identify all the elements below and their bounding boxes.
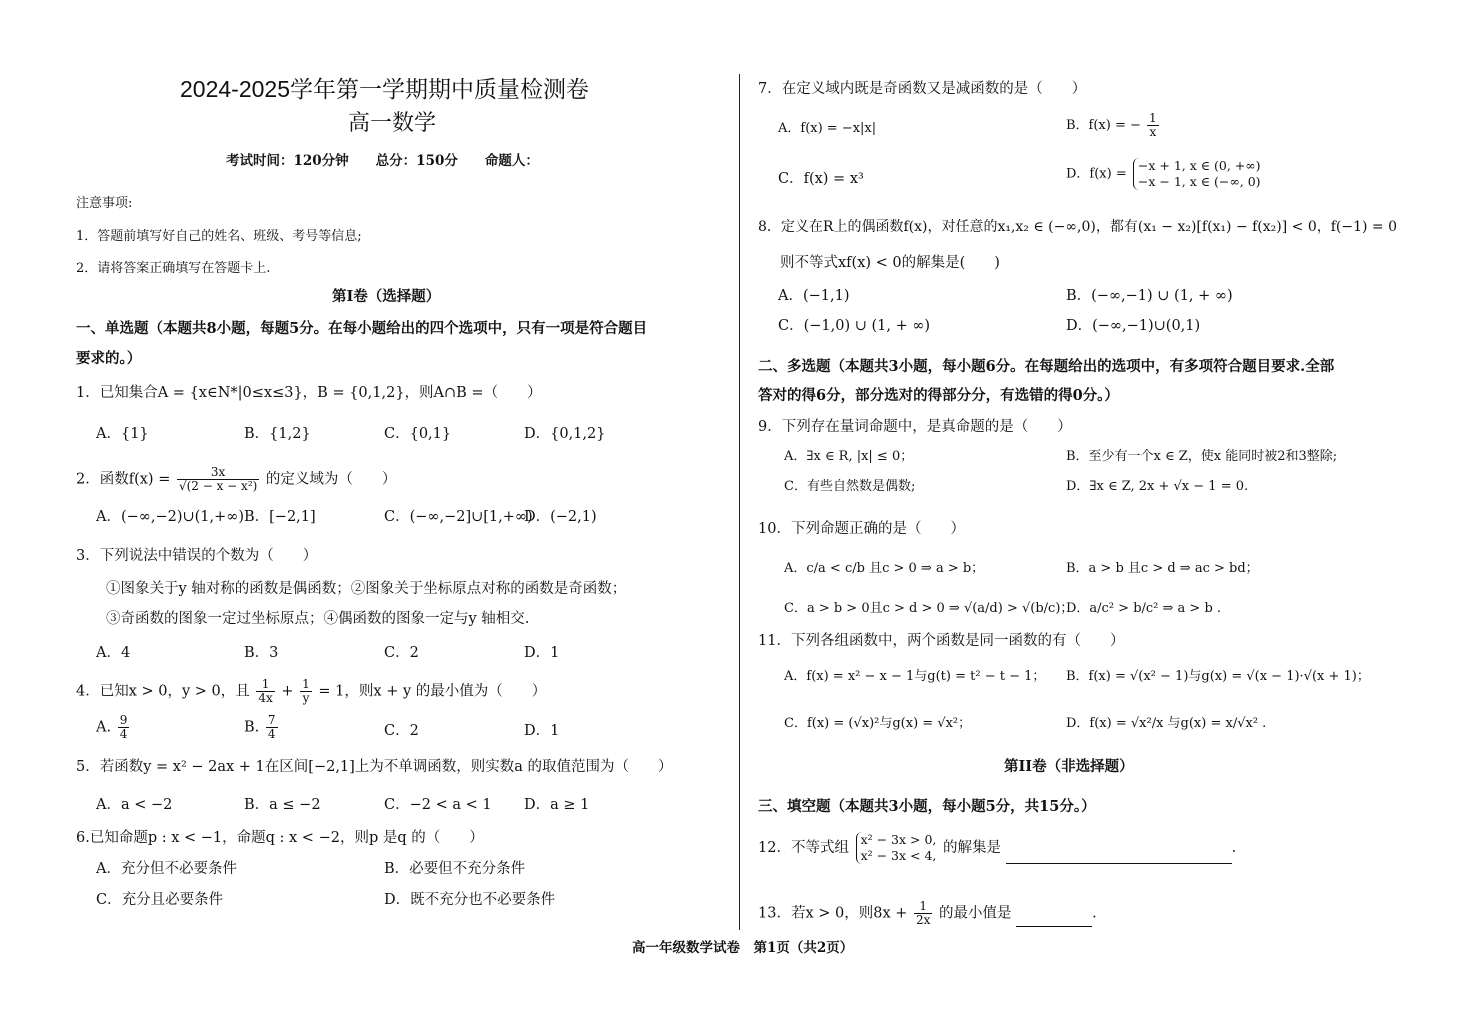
q4-stem	[76, 678, 546, 705]
section1-heading-cont: 要求的。）	[76, 350, 142, 367]
q1-stem: 1．已知集合A = {x∈N*|0≤x≤3}，B = {0,1,2}，则A∩B =（ ）	[76, 385, 542, 401]
q1-option-c: C．{0,1}	[384, 426, 452, 442]
q4-b-den: 4	[267, 727, 276, 741]
q2-stem	[76, 466, 396, 493]
q8-stem-cont: 则不等式xf(x) < 0的解集是( )	[780, 255, 1000, 271]
exam-subject: 高一数学	[348, 110, 437, 135]
q3-option-d: D．1	[524, 645, 560, 661]
q10-option-a: A．c/a < c/b 且c > 0 ⇒ a > b；	[784, 561, 985, 576]
q10-option-d: D．a/c² > b/c² ⇒ a > b .	[1066, 601, 1222, 616]
q13-fraction	[914, 900, 932, 927]
q13-pre: 13．若x > 0，则8x +	[758, 905, 908, 922]
q4-frac1-den: 4x	[258, 691, 273, 705]
part1-title: 第I卷（选择题）	[332, 288, 441, 305]
q4-b-num: 7	[267, 713, 276, 727]
note-item: 1．答题前填写好自己的姓名、班级、考号等信息;	[76, 229, 362, 244]
q4-option-b-fraction	[266, 714, 278, 741]
q1-option-b: B．{1,2}	[244, 426, 311, 442]
q10-option-c: C．a > b > 0且c > d > 0 ⇒ √(a/d) > √(b/c)；	[784, 601, 1074, 616]
q6-option-d: D．既不充分也不必要条件	[384, 892, 556, 908]
q4-fraction-2	[300, 678, 312, 705]
q12-end: .	[1231, 840, 1237, 856]
q1-option-d: D．{0,1,2}	[524, 426, 606, 442]
q5-option-c: C．−2 < a < 1	[384, 797, 492, 813]
q8-option-c: C．(−1,0) ∪ (1, + ∞)	[778, 318, 931, 334]
notes-heading: 注意事项:	[76, 196, 133, 211]
q3-stem: 3．下列说法中错误的个数为（ ）	[76, 548, 318, 564]
q7-option-d-pre: D．f(x) =	[1066, 166, 1127, 182]
q7-option-d	[1066, 158, 1263, 190]
section1-heading: 一、单选题（本题共8小题，每题5分。在每小题给出的四个选项中，只有一项是符合题目	[76, 320, 648, 337]
q7-b-num: 1	[1149, 111, 1157, 125]
q2-numerator: 3x	[177, 466, 259, 480]
q2-option-b: B．[−2,1]	[244, 509, 316, 525]
q7-stem: 7．在定义域内既是奇函数又是减函数的是（ ）	[758, 81, 1087, 97]
q8-option-a: A．(−1,1)	[778, 288, 850, 304]
q7-option-d-piecewise	[1133, 158, 1261, 190]
q2-option-d: D．(−2,1)	[524, 509, 597, 525]
q4-option-c: C．2	[384, 723, 419, 739]
q7-option-a: A．f(x) = −x|x|	[778, 121, 877, 136]
q7-d-case-1: −x + 1, x ∈ (0, +∞)	[1137, 158, 1261, 173]
q5-option-b: B．a ≤ −2	[244, 797, 321, 813]
q6-stem: 6.已知命题p : x < −1，命题q : x < −2，则p 是q 的（ ）	[76, 830, 484, 846]
q4-a-den: 4	[119, 727, 128, 741]
q2-denominator: √(2 − x − x²)	[178, 479, 258, 493]
q8-option-b: B．(−∞,−1) ∪ (1, + ∞)	[1066, 288, 1233, 304]
q4-frac2-num: 1	[302, 677, 310, 691]
q3-option-c: C．2	[384, 645, 419, 661]
q7-option-b	[1066, 112, 1161, 139]
q2-option-c: C．(−∞,−2]∪[1,+∞)	[384, 509, 533, 525]
q11-option-c: C．f(x) = (√x)²与g(x) = √x²；	[784, 716, 972, 731]
section2-heading-cont: 答对的得6分，部分选对的得部分分，有选错的得0分。）	[758, 387, 1119, 404]
q1-option-a: A．{1}	[96, 426, 149, 442]
q4-fraction-1	[256, 678, 274, 705]
q5-stem: 5．若函数y = x² − 2ax + 1在区间[−2,1]上为不单调函数，则实数a 的取值范围为（ ）	[76, 759, 673, 775]
q12-case-2: x² − 3x < 4,	[860, 848, 937, 863]
part2-title: 第II卷（非选择题）	[1004, 758, 1134, 775]
q13-stem	[758, 900, 1097, 927]
q13-den: 2x	[916, 913, 931, 927]
q6-option-a: A．充分但不必要条件	[96, 861, 237, 877]
q5-option-d: D．a ≥ 1	[524, 797, 590, 813]
q9-option-b: B．至少有一个x ∈ Z，使x 能同时被2和3整除;	[1066, 449, 1338, 464]
exam-title: 2024-2025学年第一学期期中质量检测卷	[180, 76, 589, 102]
q13-answer-blank[interactable]	[1016, 926, 1092, 927]
q6-option-b: B．必要但不充分条件	[384, 861, 526, 877]
q6-option-c: C．充分且必要条件	[96, 892, 224, 908]
q13-num: 1	[914, 900, 932, 914]
q3-option-b: B．3	[244, 645, 279, 661]
q11-option-b: B．f(x) = √(x² − 1)与g(x) = √(x − 1)·√(x + 1)；	[1066, 669, 1370, 684]
q10-stem: 10．下列命题正确的是（ ）	[758, 521, 965, 537]
q4-frac1-num: 1	[256, 678, 274, 692]
q5-option-a: A．a < −2	[96, 797, 173, 813]
q2-stem-post: 的定义域为（ ）	[265, 471, 397, 488]
q7-d-case-2: −x − 1, x ∈ (−∞, 0)	[1137, 174, 1261, 189]
q4-option-a	[96, 714, 131, 741]
q8-stem: 8．定义在R上的偶函数f(x)，对任意的x₁,x₂ ∈ (−∞,0)，都有(x₁ − x₂)[f(x₁) − f(x₂)] < 0，f(−1) = 0	[758, 219, 1398, 235]
q4-option-a-fraction	[118, 714, 130, 741]
section2-heading: 二、多选题（本题共3小题，每小题6分。在每题给出的选项中，有多项符合题目要求.全部	[758, 358, 1335, 375]
page-footer: 高一年级数学试卷 第1页（共2页）	[632, 940, 854, 956]
note-item: 2．请将答案正确填写在答题卡上.	[76, 261, 271, 276]
q13-end: .	[1092, 905, 1097, 922]
q11-stem: 11．下列各组函数中，两个函数是同一函数的有（ ）	[758, 633, 1125, 649]
q2-option-a: A．(−∞,−2)∪(1,+∞)	[96, 509, 245, 525]
q9-option-a: A．∃x ∈ R, |x| ≤ 0；	[784, 449, 914, 464]
q4-frac2-den: y	[302, 691, 310, 705]
q12-post: 的解集是	[943, 840, 1002, 856]
q9-option-d: D．∃x ∈ Z, 2x + √x − 1 = 0.	[1066, 479, 1249, 494]
q2-fraction	[177, 466, 259, 493]
column-divider	[739, 74, 740, 930]
q2-stem-pre: 2．函数f(x) =	[76, 471, 171, 488]
q12-inequality-system	[856, 832, 937, 864]
section3-heading: 三、填空题（本题共3小题，每小题5分，共15分。）	[758, 798, 1096, 815]
q9-stem: 9．下列存在量词命题中，是真命题的是（ ）	[758, 419, 1072, 435]
q4-stem-post: = 1，则x + y 的最小值为（ ）	[318, 683, 547, 700]
q7-option-b-fraction	[1147, 112, 1159, 139]
q12-answer-blank[interactable]	[1006, 863, 1232, 864]
q11-option-d: D．f(x) = √x²/x 与g(x) = x/√x² .	[1066, 716, 1267, 731]
exam-info: 考试时间：120分钟 总分：150分 命题人：	[226, 153, 539, 169]
q12-stem	[758, 832, 1236, 864]
q4-a-num: 9	[119, 713, 128, 727]
q4-plus: +	[281, 683, 294, 700]
q7-option-b-pre: B．f(x) = −	[1066, 118, 1141, 133]
q3-option-a: A．4	[96, 645, 131, 661]
q13-post: 的最小值是	[939, 905, 1012, 922]
q9-option-c: C．有些自然数是偶数;	[784, 479, 916, 494]
q7-option-c: C．f(x) = x³	[778, 171, 864, 187]
q4-stem-pre: 4．已知x > 0，y > 0，且	[76, 683, 250, 700]
q11-option-a: A．f(x) = x² − x − 1与g(t) = t² − t − 1；	[784, 669, 1046, 684]
q12-pre: 12．不等式组	[758, 840, 849, 856]
q3-statement-2: ③奇函数的图象一定过坐标原点；④偶函数的图象一定与y 轴相交.	[106, 611, 530, 627]
q4-option-b	[244, 714, 280, 741]
q8-option-d: D．(−∞,−1)∪(0,1)	[1066, 318, 1201, 334]
q4-option-a-label: A.	[96, 719, 112, 736]
q3-statement-1: ①图象关于y 轴对称的函数是偶函数；②图象关于坐标原点对称的函数是奇函数；	[106, 581, 627, 597]
q12-case-1: x² − 3x > 0,	[860, 832, 937, 847]
q10-option-b: B．a > b 且c > d ⇒ ac > bd；	[1066, 561, 1259, 576]
q4-option-d: D．1	[524, 723, 560, 739]
q4-option-b-label: B.	[244, 719, 260, 736]
q7-b-den: x	[1149, 125, 1157, 139]
